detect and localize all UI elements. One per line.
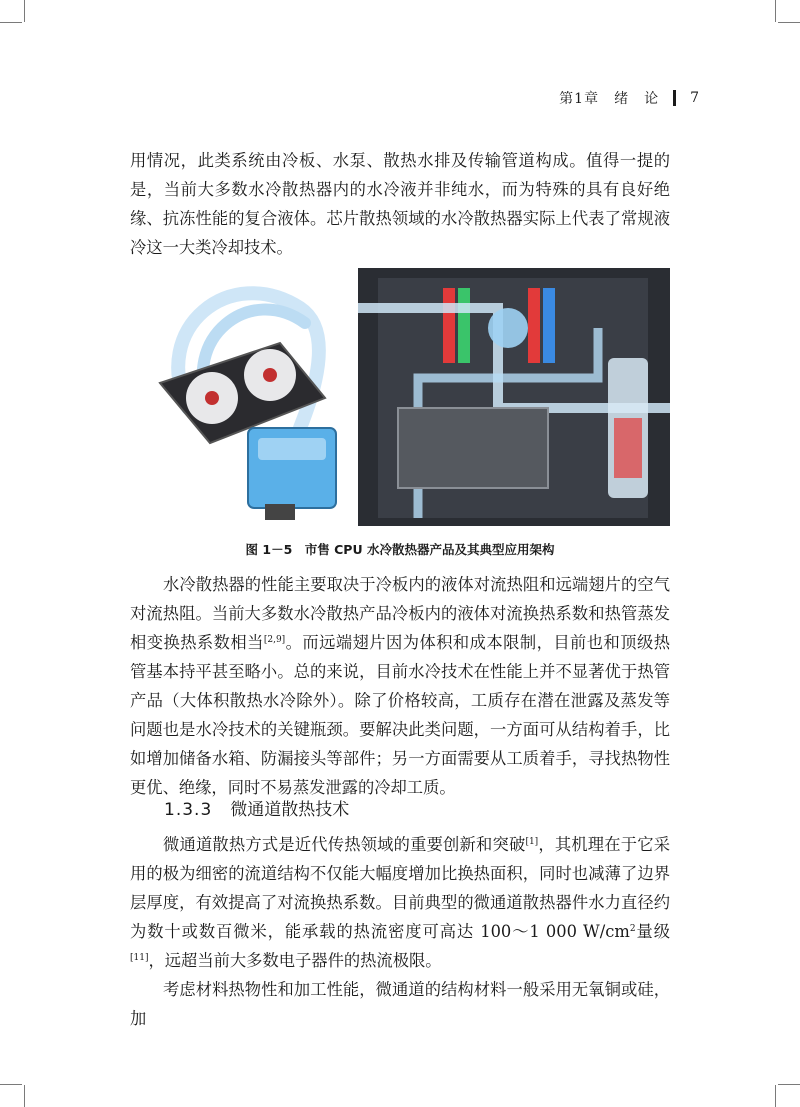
crop-mark [0,22,22,23]
crop-mark [24,0,25,22]
pc-build-illustration [358,268,670,526]
aio-cooler-illustration [130,268,346,526]
crop-mark [775,0,776,22]
section-heading [164,795,349,820]
chapter-title: 第1章 绪 论 [559,91,660,107]
figure-pc-build-photo [358,268,670,526]
section-number: 1.3.3 [164,800,213,820]
paragraph-2-text-b: 。而远端翅片因为体积和成本限制，目前也和顶级热管基本持平甚至略小。总的来说，目前水冷技术在性能上并不显著优于热管产品（大体积散热水冷除外）。除了价格较高，工质存在潜在泄露及蒸发等问题也是水冷技术的关键瓶颈。要解决此类问题，一方面可从结构着手，比如增加储备水箱、防漏接头等部件；另一方面需要从工质着手，寻找热物性更优、绝缘，同时不易蒸发泄露的冷却工质。 [130,633,670,797]
citation: [2,9] [263,635,286,645]
section-title: 微通道散热技术 [230,800,350,820]
paragraph-2 [130,570,670,802]
crop-mark [778,1084,800,1085]
paragraph-4: 考虑材料热物性和加工性能，微通道的结构材料一般采用无氧铜或硅，加 [130,980,670,1028]
paragraph-3-text-c: 量级 [635,922,670,941]
paragraph-3-text-b: ，其机理在于它采用的极为细密的流道结构不仅能大幅度增加比换热面积，同时也减薄了边界层厚度，有效提高了对流换热系数。目前典型的微通道散热器件水力直径约为数十或数百微米，能承载的热流密度可高达 100～1 000 W/cm [130,835,670,941]
crop-mark [0,1084,22,1085]
figure-aio-cooler-photo [130,268,346,526]
crop-mark [24,1085,25,1107]
paragraph-3-text-d: ，远超当前大多数电子器件的热流极限。 [148,951,442,970]
paragraph-3 [130,830,670,975]
page-number: 7 [690,90,700,106]
citation: [1] [525,837,539,847]
paragraph-3-text-a: 微通道散热方式是近代传热领域的重要创新和突破 [163,835,526,854]
running-header [559,88,700,108]
paragraph-2-text-a: 水冷散热器的性能主要取决于冷板内的液体对流热阻和远端翅片的空气对流热阻。当前大多数水冷散热产品冷板内的液体对流换热系数和热管蒸发相变换热系数相当 [130,575,670,652]
paragraph-1: 用情况，此类系统由冷板、水泵、散热水排及传输管道构成。值得一提的是，当前大多数水冷散热器内的水冷液并非纯水，而为特殊的具有良好绝缘、抗冻性能的复合液体。芯片散热领域的水冷散热器实际上代表了常规液冷这一大类冷却技术。 [130,151,670,257]
superscript-exponent: 2 [629,924,636,934]
citation: [11] [130,953,149,963]
crop-mark [778,22,800,23]
crop-mark [775,1085,776,1107]
figure-caption: 图 1－5 市售 CPU 水冷散热器产品及其典型应用架构 [245,542,555,557]
header-divider [673,90,676,106]
